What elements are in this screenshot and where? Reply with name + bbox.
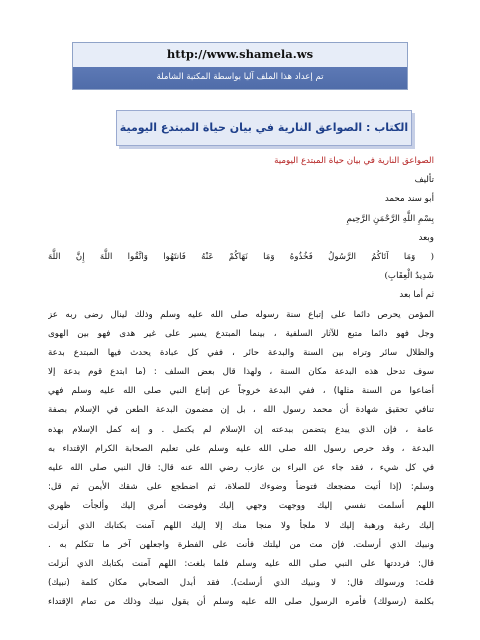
site-banner [72, 42, 408, 90]
book-subtitle: الصواعق النارية في بيان حياة المبتدع اليومية [274, 156, 434, 166]
paragraph-line: في كل شيء ، فقد جاء عن البراء بن عازب رضي الله عنه قال: قال النبي صلى الله عليه [48, 463, 434, 473]
wa-baad: وبعد [418, 232, 434, 243]
paragraph-line: وجل فهو دائما متبع للآثار السلفية ، بينما المبتدع يسير على غير هدى فهو بين الهوى [48, 328, 434, 339]
site-url[interactable]: http://www.shamela.ws [166, 47, 314, 61]
paragraph-line: البدعة ، وقد حرص رسول الله صلى الله عليه وسلم على تعليم الصحابة الكرام الإقتداء به [48, 443, 434, 454]
paragraph-line: قال: فرددتها على النبي صلى الله عليه وسلم فلما بلغت: اللهم آمنت بكتابك الذي أنزلت [48, 558, 434, 569]
paragraph-line: ونبيك الذي أرسلت. فإن مت من ليلتك فأنت على الفطرة واجعلهن آخر ما تتكلم به . [48, 539, 434, 550]
document-body [48, 152, 434, 613]
author-label: تأليف [414, 175, 434, 186]
paragraph-line: تنافي تحقيق شهادة أن محمد رسول الله ، بل إن مضمون البدعة الطعن في الإسلام بصفة [48, 405, 434, 416]
paragraph-line: عامة ، فإن الذي يبدع يتضمن ببدعته إن الإسلام لم يكتمل . و إنه كمل الإسلام بهذه [48, 424, 434, 435]
book-title-box: الكتاب : الصواعق النارية في بيان حياة المبتدع اليومية [116, 110, 412, 146]
paragraph-line: المؤمن يحرص دائما على إتباع سنة رسوله صلى الله عليه وسلم وذلك لينال رضى ربه عز [48, 309, 434, 320]
quran-verse-line-1: ( وَمَا آتَاكُمُ الرَّسُولُ فَخُذُوهُ وَمَا نَهَاكُمْ عَنْهُ فَانتَهُوا وَاتَّقُوا اللَّهَ إِنَّ اللَّهَ [48, 251, 434, 262]
paragraph-line: سوف تدحل هذه البدعة مكان السنة ، ولهذا قال بعض السلف : (ما ابتدع قوم بدعة إلا [48, 367, 434, 378]
library-credit: تم إعداد هذا الملف آليا بواسطة المكتبة الشاملة [156, 72, 324, 82]
paragraph-line: والظلال سائر وتراه بين السنة والبدعة حائر ، ففي كل عبادة يحدث فيها المبتدع بدعة [48, 347, 434, 358]
paragraph-line: بكلمة (رسولك) فأمره الرسول صلى الله عليه وسلم أن يقول نبيك وذلك من تمام الإقتداء [48, 597, 434, 608]
author-name: أبو سند محمد [384, 194, 434, 205]
paragraph-line: قلت: ورسولك قال: لا ونبيك الذي أرسلت). فقد أبدل الصحابي مكان كلمة (نبيك) [48, 578, 434, 589]
quran-verse-line-2: شَدِيدُ الْعِقَابِ) [384, 271, 434, 282]
paragraph-line: أضاعوا من السنة مثلها) ، ففي البدعة خروجاً عن إتباع النبي صلى الله عليه وسلم فهي [48, 386, 434, 397]
paragraph-line: إليك رغبة ورهبة إليك لا ملجأ ولا منجا منك إلا إليك اللهم آمنت بكتابك الذي أنزلت [48, 520, 434, 531]
basmala: بِسْمِ اللَّهِ الرَّحْمَنِ الرَّحِيمِ [346, 213, 434, 224]
paragraph-line: اللهم أسلمت نفسي إليك ووجهت وجهي إليك وفوضت أمري إليك وألجأت ظهري [48, 501, 434, 512]
thumma-amma-baad: ثم أما بعد [399, 290, 434, 301]
paragraph-line: وسلم: (إذا أتيت مضجعك فتوضأ وضوءك للصلاة، ثم اضطجع على شقك الأيمن ثم قل: [48, 482, 434, 493]
